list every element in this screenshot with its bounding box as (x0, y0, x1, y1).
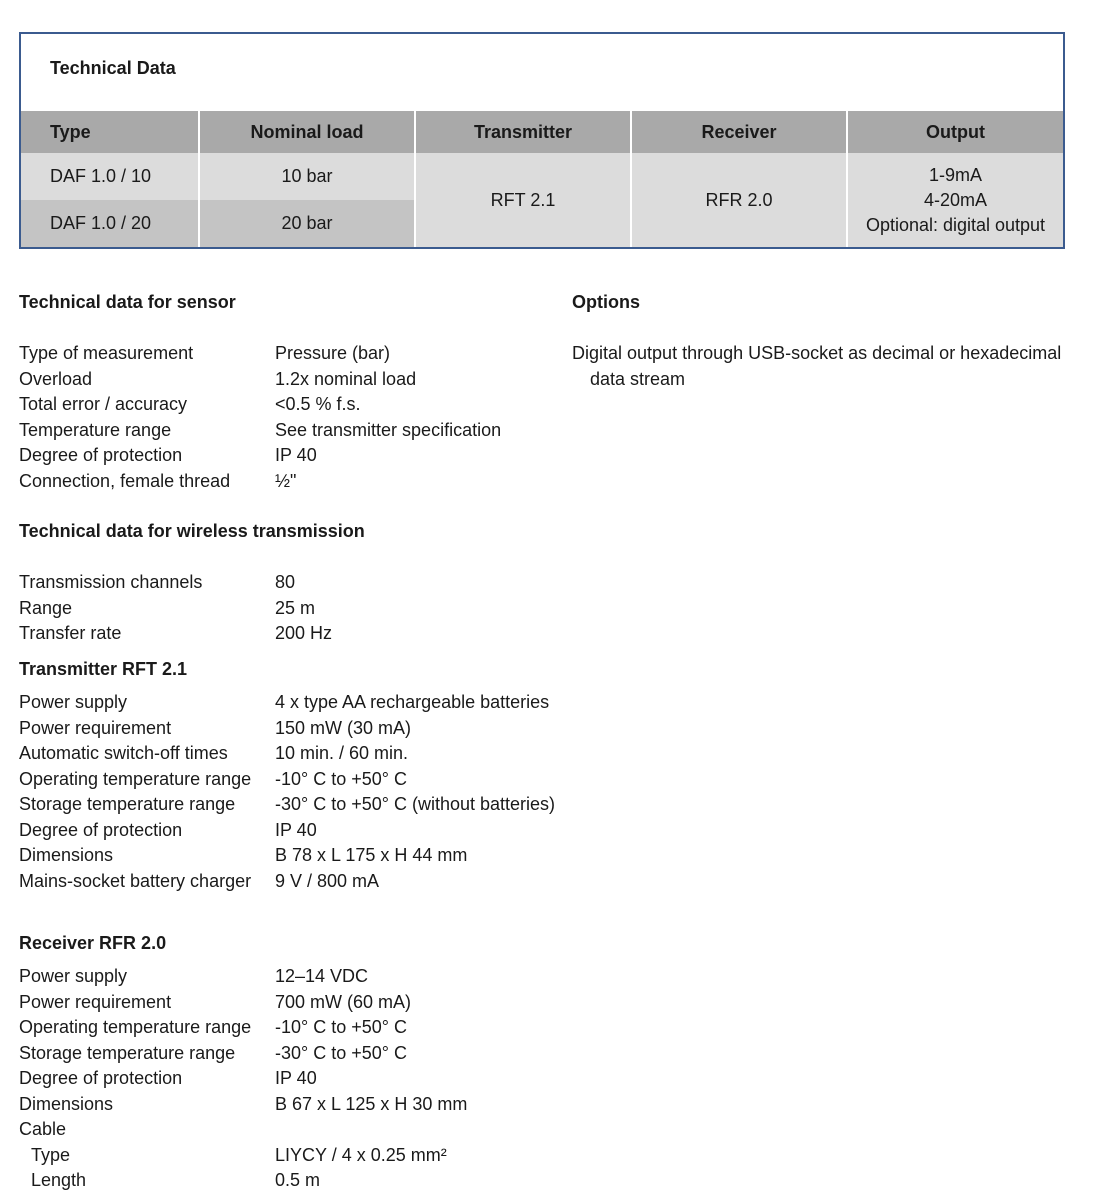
spec-label: Power supply (19, 966, 128, 986)
spec-label: Range (19, 597, 73, 618)
header-nominal-load: Nominal load (199, 111, 415, 153)
spec-label: Mains-socket battery charger (19, 870, 252, 891)
spec-row (19, 792, 555, 818)
spec-label: Power requirement (19, 717, 172, 738)
spec-row (19, 1168, 467, 1194)
spec-row (19, 469, 501, 495)
spec-row (19, 596, 332, 622)
spec-row (19, 767, 555, 793)
output-line: 1-9mA (928, 164, 982, 185)
spec-value: 12–14 VDC (275, 966, 369, 986)
receiver-heading: Receiver RFR 2.0 (19, 933, 167, 953)
spec-value: 4 x type AA rechargeable batteries (275, 692, 550, 712)
spec-label: Transfer rate (19, 623, 122, 643)
spec-value: 0.5 m (275, 1170, 321, 1190)
wireless-spec-list (19, 570, 332, 647)
cell-nominal-load: 10 bar (199, 153, 415, 200)
sensor-heading: Technical data for sensor (19, 292, 236, 312)
spec-label: Degree of protection (19, 1068, 183, 1088)
transmitter-heading: Transmitter RFT 2.1 (19, 659, 188, 679)
spec-row (19, 1041, 467, 1067)
spec-row (19, 716, 555, 742)
spec-value: -10° C to +50° C (275, 768, 407, 789)
spec-value: LIYCY / 4 x 0.25 mm² (275, 1144, 447, 1165)
spec-row (19, 570, 332, 596)
wireless-heading: Technical data for wireless transmission (19, 521, 365, 541)
spec-value: IP 40 (275, 1068, 317, 1088)
spec-value: <0.5 % f.s. (275, 394, 361, 414)
spec-label: Temperature range (19, 419, 172, 440)
spec-label: Overload (19, 368, 93, 389)
table-header-row (21, 111, 1063, 153)
spec-value: B 78 x L 175 x H 44 mm (275, 845, 468, 865)
spec-label: Power requirement (19, 991, 172, 1012)
spec-value: 150 mW (30 mA) (275, 717, 412, 738)
spec-row (19, 869, 555, 895)
spec-row (19, 690, 555, 716)
table-title: Technical Data (50, 58, 176, 78)
spec-label: Degree of protection (19, 445, 183, 465)
spec-label: Degree of protection (19, 819, 183, 840)
header-receiver: Receiver (631, 111, 847, 153)
spec-label: Dimensions (19, 1093, 114, 1114)
spec-label: Power supply (19, 692, 128, 712)
cell-type: DAF 1.0 / 20 (21, 200, 199, 247)
spec-row (19, 1092, 467, 1118)
spec-label: Operating temperature range (19, 768, 252, 789)
technical-data-table-frame (19, 32, 1065, 249)
spec-value: 200 Hz (275, 623, 333, 643)
spec-label: Type of measurement (19, 343, 194, 363)
spec-label: Automatic switch-off times (19, 743, 228, 763)
spec-value: 1.2x nominal load (275, 368, 417, 389)
spec-row (19, 621, 332, 647)
spec-value: 10 min. / 60 min. (275, 743, 409, 763)
table-row (21, 153, 1063, 200)
cell-nominal-load: 20 bar (199, 200, 415, 247)
header-type: Type (21, 111, 199, 153)
spec-value: 9 V / 800 mA (275, 870, 380, 891)
spec-value: IP 40 (275, 819, 317, 840)
spec-value: See transmitter specification (275, 419, 502, 440)
spec-value: 25 m (275, 597, 316, 618)
technical-data-table (21, 111, 1063, 247)
spec-value: Pressure (bar) (275, 343, 391, 363)
spec-row (19, 1117, 467, 1143)
spec-value: -30° C to +50° C (without batteries) (275, 794, 556, 814)
options-heading: Options (572, 292, 640, 312)
cell-output (847, 153, 1063, 247)
output-line: 4-20mA (923, 189, 988, 210)
spec-row (19, 990, 467, 1016)
spec-value: B 67 x L 125 x H 30 mm (275, 1093, 468, 1114)
spec-label: Connection, female thread (19, 470, 231, 491)
transmitter-spec-list (19, 690, 555, 894)
spec-row (19, 1015, 467, 1041)
cell-type: DAF 1.0 / 10 (21, 153, 199, 200)
spec-label: Storage temperature range (19, 794, 236, 814)
spec-row (19, 341, 501, 367)
spec-value: 80 (275, 572, 296, 592)
options-line: data stream (590, 368, 686, 389)
spec-value: -10° C to +50° C (275, 1017, 407, 1037)
output-line: Optional: digital output (865, 214, 1046, 235)
spec-row (19, 741, 555, 767)
spec-row (19, 367, 501, 393)
spec-value: ½" (275, 470, 297, 491)
spec-label: Total error / accuracy (19, 394, 188, 414)
spec-row (19, 418, 501, 444)
spec-label: Operating temperature range (19, 1017, 252, 1037)
spec-label: Cable (19, 1119, 67, 1139)
spec-row (19, 1066, 467, 1092)
spec-label: Transmission channels (19, 572, 203, 592)
receiver-spec-list (19, 964, 467, 1194)
spec-row (19, 443, 501, 469)
cell-receiver: RFR 2.0 (631, 153, 847, 247)
spec-row (19, 1143, 467, 1169)
options-text (572, 341, 1092, 392)
header-transmitter: Transmitter (415, 111, 631, 153)
spec-value: -30° C to +50° C (275, 1042, 407, 1063)
spec-row (19, 392, 501, 418)
spec-label: Storage temperature range (19, 1042, 236, 1063)
header-output: Output (847, 111, 1063, 153)
spec-row (19, 843, 555, 869)
spec-label: Dimensions (19, 845, 114, 865)
spec-label: Length (31, 1170, 87, 1190)
spec-row (19, 818, 555, 844)
spec-row (19, 964, 467, 990)
sensor-spec-list (19, 341, 501, 494)
cell-transmitter: RFT 2.1 (415, 153, 631, 247)
spec-label: Type (31, 1144, 71, 1165)
spec-value: IP 40 (275, 445, 317, 465)
spec-value: 700 mW (60 mA) (275, 991, 412, 1012)
options-line: Digital output through USB-socket as decimal or hexadecimal (572, 343, 1062, 363)
